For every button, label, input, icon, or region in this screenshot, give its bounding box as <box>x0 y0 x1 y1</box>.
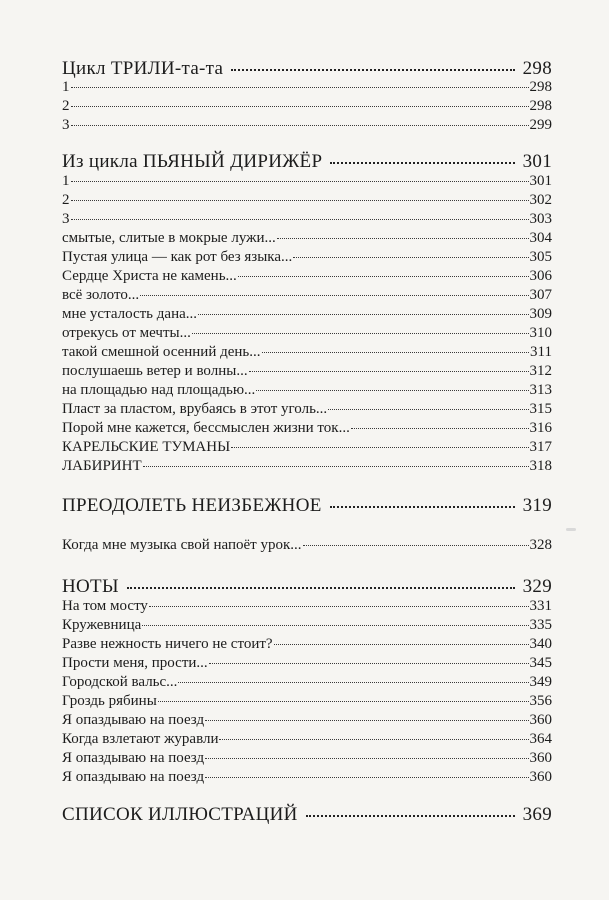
dot-leader <box>306 801 515 817</box>
toc-entry-title: такой смешной осенний день... <box>62 344 261 361</box>
toc-entry-title: Когда взлетают журавли <box>62 731 219 748</box>
toc-entry[interactable] <box>62 750 552 767</box>
toc-entry-page: 316 <box>529 420 552 437</box>
toc-entry-page: 349 <box>529 674 552 691</box>
toc-entry-title: всё золото... <box>62 287 140 304</box>
toc-entry-title: Сердце Христа не камень... <box>62 268 237 285</box>
dot-leader <box>71 189 529 201</box>
toc-entry-title: 2 <box>62 192 70 209</box>
toc-entry-title: отрекусь от мечты... <box>62 325 191 342</box>
toc-entry-page: 311 <box>530 344 552 361</box>
toc-entry-page: 298 <box>529 79 552 96</box>
dot-leader <box>262 341 530 353</box>
toc-entry[interactable] <box>62 306 552 323</box>
dot-leader <box>205 709 528 721</box>
toc-entry[interactable] <box>62 268 552 285</box>
toc-entry-page: 298 <box>529 98 552 115</box>
dot-leader <box>198 303 529 315</box>
dot-leader <box>277 227 529 239</box>
toc-heading-title: Цикл ТРИЛИ-та-та <box>62 58 224 80</box>
toc-entry-title: Я опаздываю на поезд <box>62 769 205 786</box>
toc-entry[interactable] <box>62 769 552 786</box>
toc-entry-page: 331 <box>529 598 552 615</box>
toc-entry[interactable] <box>62 249 552 266</box>
dot-leader <box>205 747 528 759</box>
toc-entry-title: Пустая улица — как рот без языка... <box>62 249 293 266</box>
toc-entry-page: 307 <box>529 287 552 304</box>
toc-entry-page: 304 <box>529 230 552 247</box>
toc-heading-overcome[interactable] <box>62 495 552 517</box>
toc-entry-page: 309 <box>529 306 552 323</box>
toc-entry[interactable] <box>62 117 552 134</box>
toc-entry[interactable] <box>62 674 552 691</box>
dot-leader <box>249 360 529 372</box>
toc-entry-title: смытые, слитые в мокрые лужи... <box>62 230 276 247</box>
toc-entry-page: 335 <box>529 617 552 634</box>
toc-heading-title: ПРЕОДОЛЕТЬ НЕИЗБЕЖНОЕ <box>62 495 322 517</box>
dot-leader <box>142 614 528 626</box>
toc-entry-page: 360 <box>529 769 552 786</box>
toc-entry[interactable] <box>62 401 552 418</box>
dot-leader <box>330 492 515 508</box>
toc-entry[interactable] <box>62 537 552 554</box>
dot-leader <box>293 246 528 258</box>
toc-entry-page: 310 <box>529 325 552 342</box>
dot-leader <box>330 148 514 164</box>
toc-entry[interactable] <box>62 617 552 634</box>
toc-entry[interactable] <box>62 655 552 672</box>
toc-entry-page: 313 <box>529 382 552 399</box>
toc-entry[interactable] <box>62 363 552 380</box>
toc-entry-title: 2 <box>62 98 70 115</box>
toc-heading-page: 319 <box>522 495 552 517</box>
toc-entry[interactable] <box>62 230 552 247</box>
toc-entry[interactable] <box>62 211 552 228</box>
dot-leader <box>178 671 528 683</box>
toc-entry-page: 360 <box>529 750 552 767</box>
toc-entry[interactable] <box>62 598 552 615</box>
toc-entry-page: 317 <box>529 439 552 456</box>
toc-entry-page: 301 <box>529 173 552 190</box>
dot-leader <box>328 398 528 410</box>
toc-heading-title: НОТЫ <box>62 576 119 598</box>
toc-entry-title: 3 <box>62 117 70 134</box>
dot-leader <box>158 690 529 702</box>
toc-entry[interactable] <box>62 458 552 475</box>
toc-entry[interactable] <box>62 344 552 361</box>
toc-entry[interactable] <box>62 382 552 399</box>
toc-entry-page: 306 <box>529 268 552 285</box>
toc-entry[interactable] <box>62 79 552 96</box>
toc-entry-title: Порой мне кажется, бессмыслен жизни ток... <box>62 420 350 437</box>
toc-entry-page: 364 <box>529 731 552 748</box>
dot-leader <box>143 455 529 467</box>
dot-leader <box>71 76 529 88</box>
toc-entry-page: 340 <box>529 636 552 653</box>
dot-leader <box>149 595 529 607</box>
toc-entry[interactable] <box>62 325 552 342</box>
toc-entry-title: Когда мне музыка свой напоёт урок... <box>62 537 302 554</box>
dot-leader <box>71 95 529 107</box>
dot-leader <box>256 379 528 391</box>
toc-heading-title: Из цикла ПЬЯНЫЙ ДИРИЖЁР <box>62 151 323 173</box>
toc-entry[interactable] <box>62 287 552 304</box>
toc-entry-page: 315 <box>529 401 552 418</box>
toc-entry-title: Я опаздываю на поезд <box>62 750 205 767</box>
toc-entry[interactable] <box>62 420 552 437</box>
toc-entry-title: На том мосту <box>62 598 148 615</box>
toc-entry-page: 356 <box>529 693 552 710</box>
toc-entry-title: Городской вальс... <box>62 674 178 691</box>
toc-entry-title: Пласт за пластом, врубаясь в этот уголь... <box>62 401 328 418</box>
toc-entry-page: 312 <box>529 363 552 380</box>
toc-entry-title: 3 <box>62 211 70 228</box>
toc-entry-title: Я опаздываю на поезд <box>62 712 205 729</box>
dot-leader <box>351 417 529 429</box>
toc-heading-illustrations[interactable] <box>62 804 552 826</box>
toc-entry-title: мне усталость дана... <box>62 306 197 323</box>
toc-entry[interactable] <box>62 636 552 653</box>
toc-entry-title: 1 <box>62 173 70 190</box>
toc-entry-page: 299 <box>529 117 552 134</box>
dot-leader <box>140 284 528 296</box>
toc-heading-page: 369 <box>522 804 552 826</box>
toc-entry-title: Прости меня, прости... <box>62 655 208 672</box>
toc-entry-page: 318 <box>529 458 552 475</box>
toc-entry-page: 302 <box>529 192 552 209</box>
toc-heading-title: СПИСОК ИЛЛЮСТРАЦИЙ <box>62 804 298 826</box>
toc-entry-page: 305 <box>529 249 552 266</box>
toc-entry-title: послушаешь ветер и волны... <box>62 363 248 380</box>
toc-entry[interactable] <box>62 439 552 456</box>
toc-entry[interactable] <box>62 693 552 710</box>
dot-leader <box>238 265 529 277</box>
dot-leader <box>71 208 529 220</box>
toc-entry-title: Кружевница <box>62 617 142 634</box>
toc-entry-title: КАРЕЛЬСКИЕ ТУМАНЫ <box>62 439 231 456</box>
toc-entry-title: на площадью над площадью... <box>62 382 256 399</box>
toc-entry-page: 345 <box>529 655 552 672</box>
toc-entry[interactable] <box>62 731 552 748</box>
dot-leader <box>219 728 528 740</box>
dot-leader <box>231 436 528 448</box>
toc-entry-page: 328 <box>529 537 552 554</box>
dot-leader <box>71 114 529 126</box>
dot-leader <box>127 573 515 589</box>
toc-entry-page: 303 <box>529 211 552 228</box>
toc-entry[interactable] <box>62 192 552 209</box>
dot-leader <box>192 322 529 334</box>
toc-entry-title: Разве нежность ничего не стоит? <box>62 636 273 653</box>
toc-heading-page: 298 <box>522 58 552 80</box>
dot-leader <box>231 55 514 71</box>
toc-heading-page: 329 <box>522 576 552 598</box>
toc-heading-page: 301 <box>522 151 552 173</box>
dot-leader <box>205 766 528 778</box>
toc-entry-title: 1 <box>62 79 70 96</box>
dot-leader <box>303 534 529 546</box>
dot-leader <box>71 170 529 182</box>
toc-entry[interactable] <box>62 98 552 115</box>
toc-entry-page: 360 <box>529 712 552 729</box>
page-blemish <box>566 528 576 531</box>
toc-entry[interactable] <box>62 173 552 190</box>
dot-leader <box>274 633 529 645</box>
dot-leader <box>209 652 529 664</box>
toc-entry-title: Гроздь рябины <box>62 693 157 710</box>
toc-entry-title: ЛАБИРИНТ <box>62 458 142 475</box>
toc-entry[interactable] <box>62 712 552 729</box>
